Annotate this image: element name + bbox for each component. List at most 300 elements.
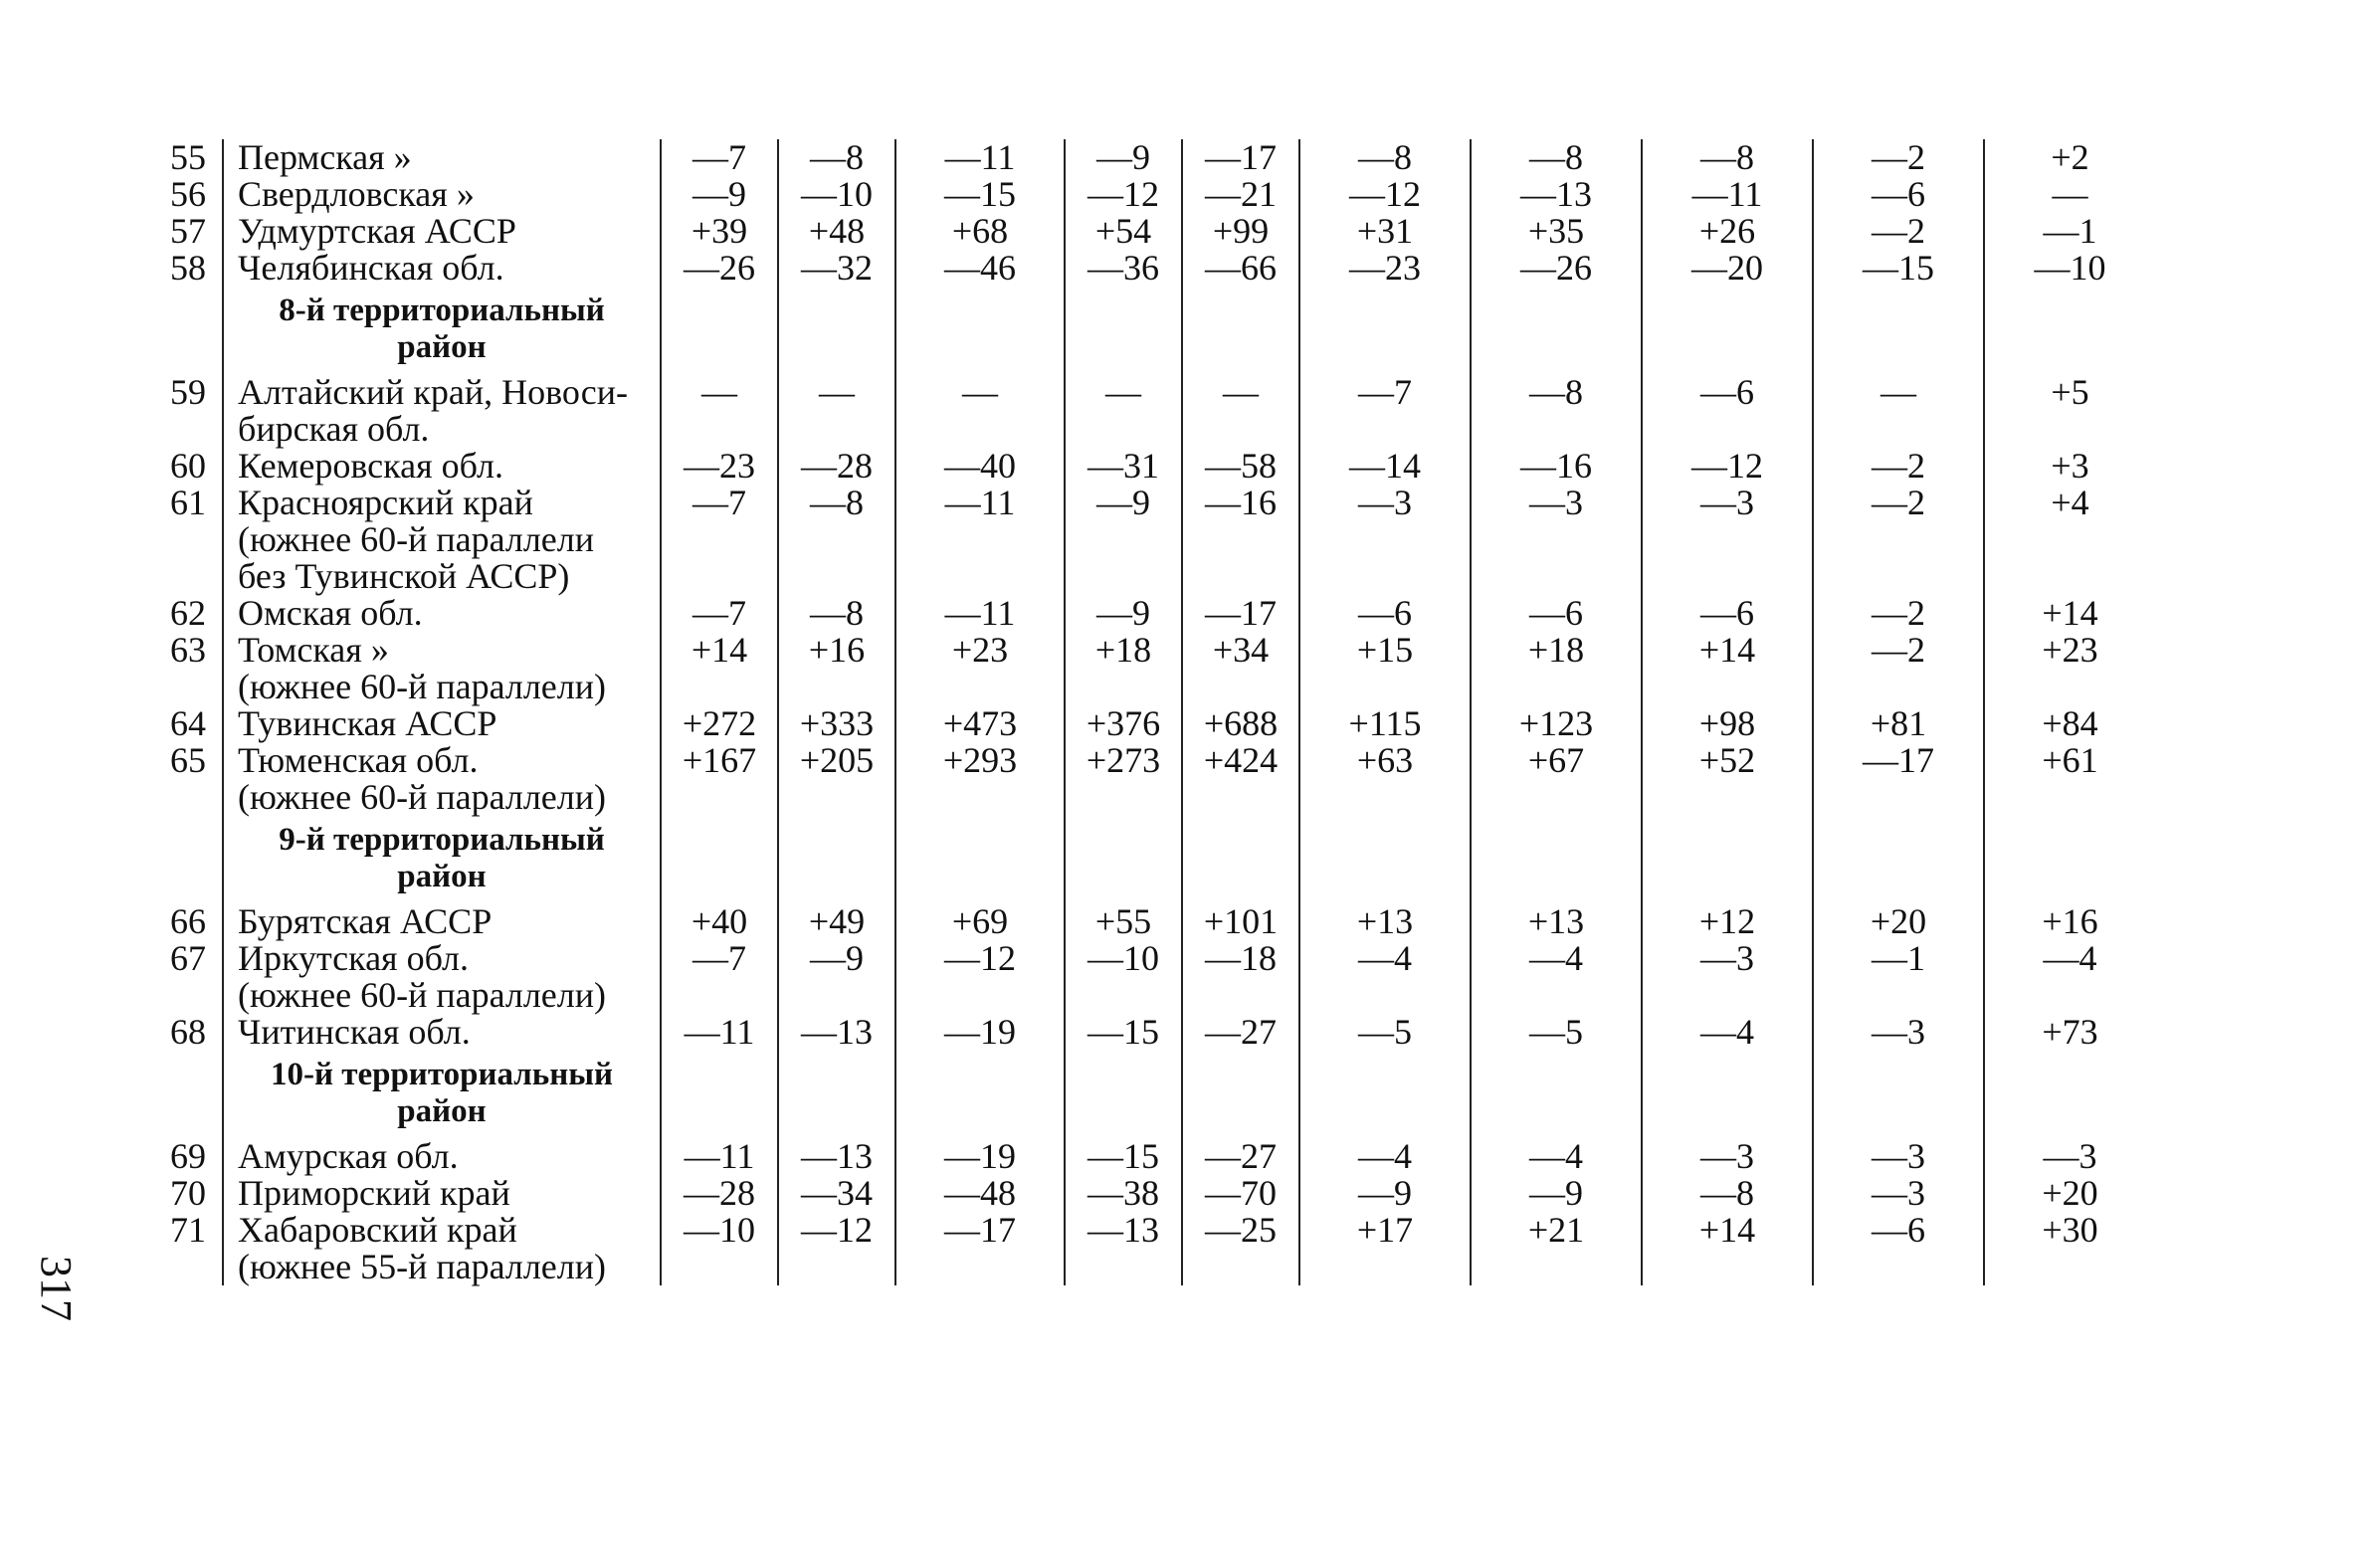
region-name: Читинская обл. — [223, 1014, 661, 1051]
value-cell: —23 — [661, 448, 778, 485]
value-cell: —14 — [1299, 448, 1471, 485]
value-cell: +4 — [1984, 485, 2155, 521]
value-cell: —18 — [1182, 940, 1299, 977]
value-cell — [778, 779, 895, 816]
value-cell: —6 — [1642, 595, 1813, 632]
region-name: Красноярский край — [223, 485, 661, 521]
value-cell: +69 — [895, 903, 1065, 940]
row-number — [159, 977, 223, 1014]
value-cell — [661, 669, 778, 705]
value-cell: —2 — [1813, 448, 1984, 485]
value-cell: —3 — [1984, 1138, 2155, 1175]
value-cell — [1642, 779, 1813, 816]
row-number: 69 — [170, 1136, 206, 1176]
value-cell: +34 — [1182, 632, 1299, 669]
value-cell: +13 — [1471, 903, 1642, 940]
table-row — [159, 485, 2155, 521]
row-number: 58 — [170, 248, 206, 288]
row-number: 57 — [170, 211, 206, 251]
table-body — [159, 139, 2155, 1285]
value-cell: —38 — [1065, 1175, 1182, 1212]
value-cell — [1182, 779, 1299, 816]
value-cell: —3 — [1813, 1014, 1984, 1051]
value-cell: —25 — [1182, 1212, 1299, 1249]
value-cell: —4 — [1299, 940, 1471, 977]
row-number — [159, 521, 223, 558]
table-row-continuation — [159, 521, 2155, 558]
value-cell: +3 — [1984, 448, 2155, 485]
value-cell: —11 — [661, 1138, 778, 1175]
row-number: 56 — [170, 174, 206, 214]
value-cell: +14 — [1984, 595, 2155, 632]
value-cell: +273 — [1065, 742, 1182, 779]
value-cell: +68 — [895, 213, 1065, 250]
value-cell: +15 — [1299, 632, 1471, 669]
value-cell: +14 — [1642, 632, 1813, 669]
value-cell — [1299, 558, 1471, 595]
value-cell: +688 — [1182, 705, 1299, 742]
value-cell: +98 — [1642, 705, 1813, 742]
value-cell-blank — [1984, 287, 2155, 374]
value-cell: +167 — [661, 742, 778, 779]
value-cell-blank — [661, 1051, 778, 1138]
region-name: Омская обл. — [223, 595, 661, 632]
value-cell — [1642, 977, 1813, 1014]
table-row — [159, 1014, 2155, 1051]
section-header-line: район — [397, 859, 487, 894]
value-cell: —2 — [1813, 485, 1984, 521]
value-cell-blank — [1065, 816, 1182, 903]
value-cell — [1471, 411, 1642, 448]
row-number — [159, 411, 223, 448]
row-number: 60 — [170, 446, 206, 486]
region-name: Томская » — [223, 632, 661, 669]
table-row — [159, 176, 2155, 213]
row-number: 67 — [170, 938, 206, 978]
value-cell — [1984, 521, 2155, 558]
value-cell — [778, 977, 895, 1014]
page-number: 317 — [32, 1256, 81, 1321]
row-number: 61 — [170, 483, 206, 522]
value-cell — [661, 779, 778, 816]
value-cell: — — [1182, 374, 1299, 411]
value-cell-blank — [1813, 1051, 1984, 1138]
region-name: (южнее 55-й параллели) — [223, 1249, 661, 1285]
value-cell: +84 — [1984, 705, 2155, 742]
table-row — [159, 139, 2155, 176]
value-cell: +333 — [778, 705, 895, 742]
section-header-row — [159, 816, 2155, 903]
value-cell: —48 — [895, 1175, 1065, 1212]
value-cell: —9 — [778, 940, 895, 977]
value-cell-blank — [895, 816, 1065, 903]
value-cell: —4 — [1642, 1014, 1813, 1051]
value-cell: —58 — [1182, 448, 1299, 485]
value-cell: —17 — [1182, 139, 1299, 176]
value-cell: —7 — [1299, 374, 1471, 411]
value-cell: +49 — [778, 903, 895, 940]
value-cell — [1813, 779, 1984, 816]
value-cell — [1065, 779, 1182, 816]
value-cell — [1065, 411, 1182, 448]
value-cell: +81 — [1813, 705, 1984, 742]
value-cell: —3 — [1642, 1138, 1813, 1175]
value-cell-blank — [1065, 1051, 1182, 1138]
value-cell: —20 — [1642, 250, 1813, 287]
value-cell-blank — [1182, 816, 1299, 903]
value-cell: —12 — [1065, 176, 1182, 213]
region-name: Челябинская обл. — [223, 250, 661, 287]
value-cell: —9 — [661, 176, 778, 213]
value-cell-blank — [661, 287, 778, 374]
value-cell — [1471, 558, 1642, 595]
value-cell: —8 — [778, 139, 895, 176]
value-cell — [661, 1249, 778, 1285]
value-cell: —2 — [1813, 632, 1984, 669]
row-number: 66 — [170, 901, 206, 941]
value-cell — [661, 977, 778, 1014]
value-cell: +39 — [661, 213, 778, 250]
value-cell — [1813, 521, 1984, 558]
value-cell — [1984, 779, 2155, 816]
value-cell: +424 — [1182, 742, 1299, 779]
value-cell: —12 — [1642, 448, 1813, 485]
table-row — [159, 1212, 2155, 1249]
value-cell: —16 — [1471, 448, 1642, 485]
row-number: 63 — [170, 630, 206, 670]
value-cell: +99 — [1182, 213, 1299, 250]
value-cell-blank — [1642, 287, 1813, 374]
row-number — [159, 558, 223, 595]
region-name: Свердловская » — [223, 176, 661, 213]
value-cell: +54 — [1065, 213, 1182, 250]
value-cell: —8 — [1299, 139, 1471, 176]
value-cell: —40 — [895, 448, 1065, 485]
value-cell-blank — [1813, 287, 1984, 374]
value-cell: —2 — [1813, 213, 1984, 250]
value-cell: —3 — [1642, 940, 1813, 977]
value-cell — [1813, 977, 1984, 1014]
table-row-continuation — [159, 1249, 2155, 1285]
value-cell: +14 — [661, 632, 778, 669]
value-cell: +205 — [778, 742, 895, 779]
region-name: Хабаровский край — [223, 1212, 661, 1249]
value-cell: —28 — [661, 1175, 778, 1212]
value-cell — [1065, 558, 1182, 595]
value-cell: —9 — [1299, 1175, 1471, 1212]
value-cell: +16 — [1984, 903, 2155, 940]
value-cell: +2 — [1984, 139, 2155, 176]
value-cell-blank — [1984, 1051, 2155, 1138]
value-cell: —26 — [1471, 250, 1642, 287]
region-name: Амурская обл. — [223, 1138, 661, 1175]
value-cell: —66 — [1182, 250, 1299, 287]
value-cell: —9 — [1471, 1175, 1642, 1212]
region-name: Кемеровская обл. — [223, 448, 661, 485]
value-cell: +73 — [1984, 1014, 2155, 1051]
region-name: Тюменская обл. — [223, 742, 661, 779]
section-header-line: район — [397, 329, 487, 365]
value-cell: —1 — [1984, 213, 2155, 250]
value-cell: —27 — [1182, 1014, 1299, 1051]
value-cell — [1299, 521, 1471, 558]
value-cell-blank — [778, 287, 895, 374]
value-cell — [661, 521, 778, 558]
value-cell: —10 — [778, 176, 895, 213]
value-cell — [895, 411, 1065, 448]
value-cell — [1813, 411, 1984, 448]
value-cell: —4 — [1471, 940, 1642, 977]
value-cell: —7 — [661, 940, 778, 977]
value-cell: +26 — [1642, 213, 1813, 250]
row-number: 62 — [170, 593, 206, 633]
region-name: (южнее 60-й параллели) — [223, 779, 661, 816]
value-cell: —26 — [661, 250, 778, 287]
value-cell — [1984, 977, 2155, 1014]
value-cell — [1065, 1249, 1182, 1285]
value-cell: —70 — [1182, 1175, 1299, 1212]
table-row-continuation — [159, 977, 2155, 1014]
table-row-continuation — [159, 669, 2155, 705]
value-cell: +40 — [661, 903, 778, 940]
value-cell: —8 — [1642, 139, 1813, 176]
row-number — [159, 1249, 223, 1285]
value-cell: +21 — [1471, 1212, 1642, 1249]
value-cell: — — [1065, 374, 1182, 411]
table-row — [159, 213, 2155, 250]
row-number-blank — [159, 816, 223, 903]
value-cell: —4 — [1471, 1138, 1642, 1175]
value-cell — [1813, 558, 1984, 595]
region-name: (южнее 60-й параллели) — [223, 669, 661, 705]
table-row-continuation — [159, 558, 2155, 595]
row-number: 68 — [170, 1012, 206, 1052]
value-cell-blank — [661, 816, 778, 903]
value-cell: —19 — [895, 1138, 1065, 1175]
value-cell — [1182, 1249, 1299, 1285]
table-row — [159, 448, 2155, 485]
value-cell: —10 — [1065, 940, 1182, 977]
row-number-blank — [159, 287, 223, 374]
value-cell: —3 — [1813, 1175, 1984, 1212]
value-cell: —7 — [661, 485, 778, 521]
value-cell-blank — [1471, 287, 1642, 374]
value-cell-blank — [895, 1051, 1065, 1138]
value-cell — [1182, 558, 1299, 595]
value-cell — [1471, 669, 1642, 705]
value-cell-blank — [1984, 816, 2155, 903]
value-cell: —6 — [1299, 595, 1471, 632]
value-cell-blank — [1471, 816, 1642, 903]
value-cell — [1471, 977, 1642, 1014]
value-cell: +30 — [1984, 1212, 2155, 1249]
value-cell: —13 — [778, 1014, 895, 1051]
value-cell — [661, 411, 778, 448]
region-name: Приморский край — [223, 1175, 661, 1212]
value-cell: +48 — [778, 213, 895, 250]
value-cell: —4 — [1984, 940, 2155, 977]
value-cell — [1299, 977, 1471, 1014]
region-name: (южнее 60-й параллели — [223, 521, 661, 558]
value-cell — [1642, 411, 1813, 448]
territorial-table — [159, 139, 2155, 1285]
value-cell: —11 — [895, 595, 1065, 632]
value-cell: +18 — [1471, 632, 1642, 669]
value-cell: —12 — [778, 1212, 895, 1249]
value-cell: —36 — [1065, 250, 1182, 287]
region-name: без Тувинской АССР) — [223, 558, 661, 595]
value-cell: +18 — [1065, 632, 1182, 669]
value-cell-blank — [895, 287, 1065, 374]
value-cell: —9 — [1065, 139, 1182, 176]
row-number: 64 — [170, 703, 206, 743]
value-cell-blank — [778, 1051, 895, 1138]
value-cell: +376 — [1065, 705, 1182, 742]
value-cell — [1299, 669, 1471, 705]
value-cell: —8 — [1471, 374, 1642, 411]
value-cell: —5 — [1471, 1014, 1642, 1051]
value-cell — [1984, 669, 2155, 705]
row-number — [159, 669, 223, 705]
value-cell-blank — [1065, 287, 1182, 374]
value-cell: —11 — [895, 485, 1065, 521]
value-cell: —23 — [1299, 250, 1471, 287]
section-header-line: 8-й территориальный — [279, 293, 605, 328]
value-cell: —15 — [1065, 1014, 1182, 1051]
value-cell: —27 — [1182, 1138, 1299, 1175]
value-cell — [1642, 558, 1813, 595]
value-cell: +20 — [1984, 1175, 2155, 1212]
table-row-continuation — [159, 411, 2155, 448]
value-cell: —11 — [895, 139, 1065, 176]
value-cell: —4 — [1299, 1138, 1471, 1175]
value-cell-blank — [778, 816, 895, 903]
value-cell — [1182, 669, 1299, 705]
value-cell: +115 — [1299, 705, 1471, 742]
value-cell-blank — [1182, 1051, 1299, 1138]
value-cell: +23 — [1984, 632, 2155, 669]
value-cell: — — [778, 374, 895, 411]
value-cell: —31 — [1065, 448, 1182, 485]
value-cell: —7 — [661, 139, 778, 176]
value-cell — [778, 411, 895, 448]
section-header-line: 10-й территориальный — [270, 1057, 614, 1092]
value-cell: +63 — [1299, 742, 1471, 779]
value-cell — [1182, 521, 1299, 558]
value-cell-blank — [1642, 816, 1813, 903]
value-cell — [778, 521, 895, 558]
table-row — [159, 374, 2155, 411]
value-cell — [1642, 521, 1813, 558]
value-cell: —17 — [1182, 595, 1299, 632]
value-cell: —9 — [1065, 485, 1182, 521]
value-cell: —16 — [1182, 485, 1299, 521]
value-cell: +16 — [778, 632, 895, 669]
value-cell: —13 — [1065, 1212, 1182, 1249]
value-cell — [1065, 669, 1182, 705]
value-cell — [1182, 411, 1299, 448]
value-cell: +67 — [1471, 742, 1642, 779]
value-cell: +473 — [895, 705, 1065, 742]
value-cell — [1984, 558, 2155, 595]
value-cell: +123 — [1471, 705, 1642, 742]
section-header-row — [159, 287, 2155, 374]
value-cell — [1642, 1249, 1813, 1285]
table-row — [159, 940, 2155, 977]
value-cell: +23 — [895, 632, 1065, 669]
value-cell: —6 — [1813, 1212, 1984, 1249]
value-cell — [1065, 521, 1182, 558]
value-cell-blank — [1471, 1051, 1642, 1138]
value-cell-blank — [1299, 287, 1471, 374]
value-cell — [895, 977, 1065, 1014]
value-cell — [895, 521, 1065, 558]
region-name: Бурятская АССР — [223, 903, 661, 940]
value-cell: —28 — [778, 448, 895, 485]
value-cell: —19 — [895, 1014, 1065, 1051]
table-row — [159, 250, 2155, 287]
value-cell: —32 — [778, 250, 895, 287]
table-row — [159, 595, 2155, 632]
value-cell: —12 — [1299, 176, 1471, 213]
region-name: Пермская » — [223, 139, 661, 176]
value-cell: —3 — [1471, 485, 1642, 521]
value-cell-blank — [1813, 816, 1984, 903]
value-cell — [1984, 1249, 2155, 1285]
value-cell: —8 — [778, 595, 895, 632]
value-cell — [895, 779, 1065, 816]
value-cell: —3 — [1642, 485, 1813, 521]
row-number: 70 — [170, 1173, 206, 1213]
value-cell: —3 — [1813, 1138, 1984, 1175]
value-cell: —6 — [1471, 595, 1642, 632]
value-cell: +101 — [1182, 903, 1299, 940]
value-cell: +31 — [1299, 213, 1471, 250]
region-name: (южнее 60-й параллели) — [223, 977, 661, 1014]
table-row — [159, 1175, 2155, 1212]
value-cell — [895, 1249, 1065, 1285]
value-cell: +20 — [1813, 903, 1984, 940]
row-number: 55 — [170, 137, 206, 177]
row-number: 65 — [170, 740, 206, 780]
value-cell: —46 — [895, 250, 1065, 287]
value-cell: —8 — [1471, 139, 1642, 176]
section-header — [223, 1051, 661, 1138]
row-number: 59 — [170, 372, 206, 412]
value-cell — [778, 1249, 895, 1285]
value-cell: +272 — [661, 705, 778, 742]
region-name: Удмуртская АССР — [223, 213, 661, 250]
value-cell — [1182, 977, 1299, 1014]
value-cell: —3 — [1299, 485, 1471, 521]
value-cell: —6 — [1813, 176, 1984, 213]
value-cell: +55 — [1065, 903, 1182, 940]
value-cell: —6 — [1642, 374, 1813, 411]
value-cell: —13 — [778, 1138, 895, 1175]
value-cell: —7 — [661, 595, 778, 632]
value-cell: —12 — [895, 940, 1065, 977]
value-cell: —10 — [1984, 250, 2155, 287]
value-cell-blank — [1299, 1051, 1471, 1138]
value-cell — [661, 558, 778, 595]
table-row — [159, 1138, 2155, 1175]
row-number-blank — [159, 1051, 223, 1138]
value-cell: +293 — [895, 742, 1065, 779]
value-cell-blank — [1299, 816, 1471, 903]
region-name: Иркутская обл. — [223, 940, 661, 977]
value-cell: —17 — [895, 1212, 1065, 1249]
value-cell: —17 — [1813, 742, 1984, 779]
